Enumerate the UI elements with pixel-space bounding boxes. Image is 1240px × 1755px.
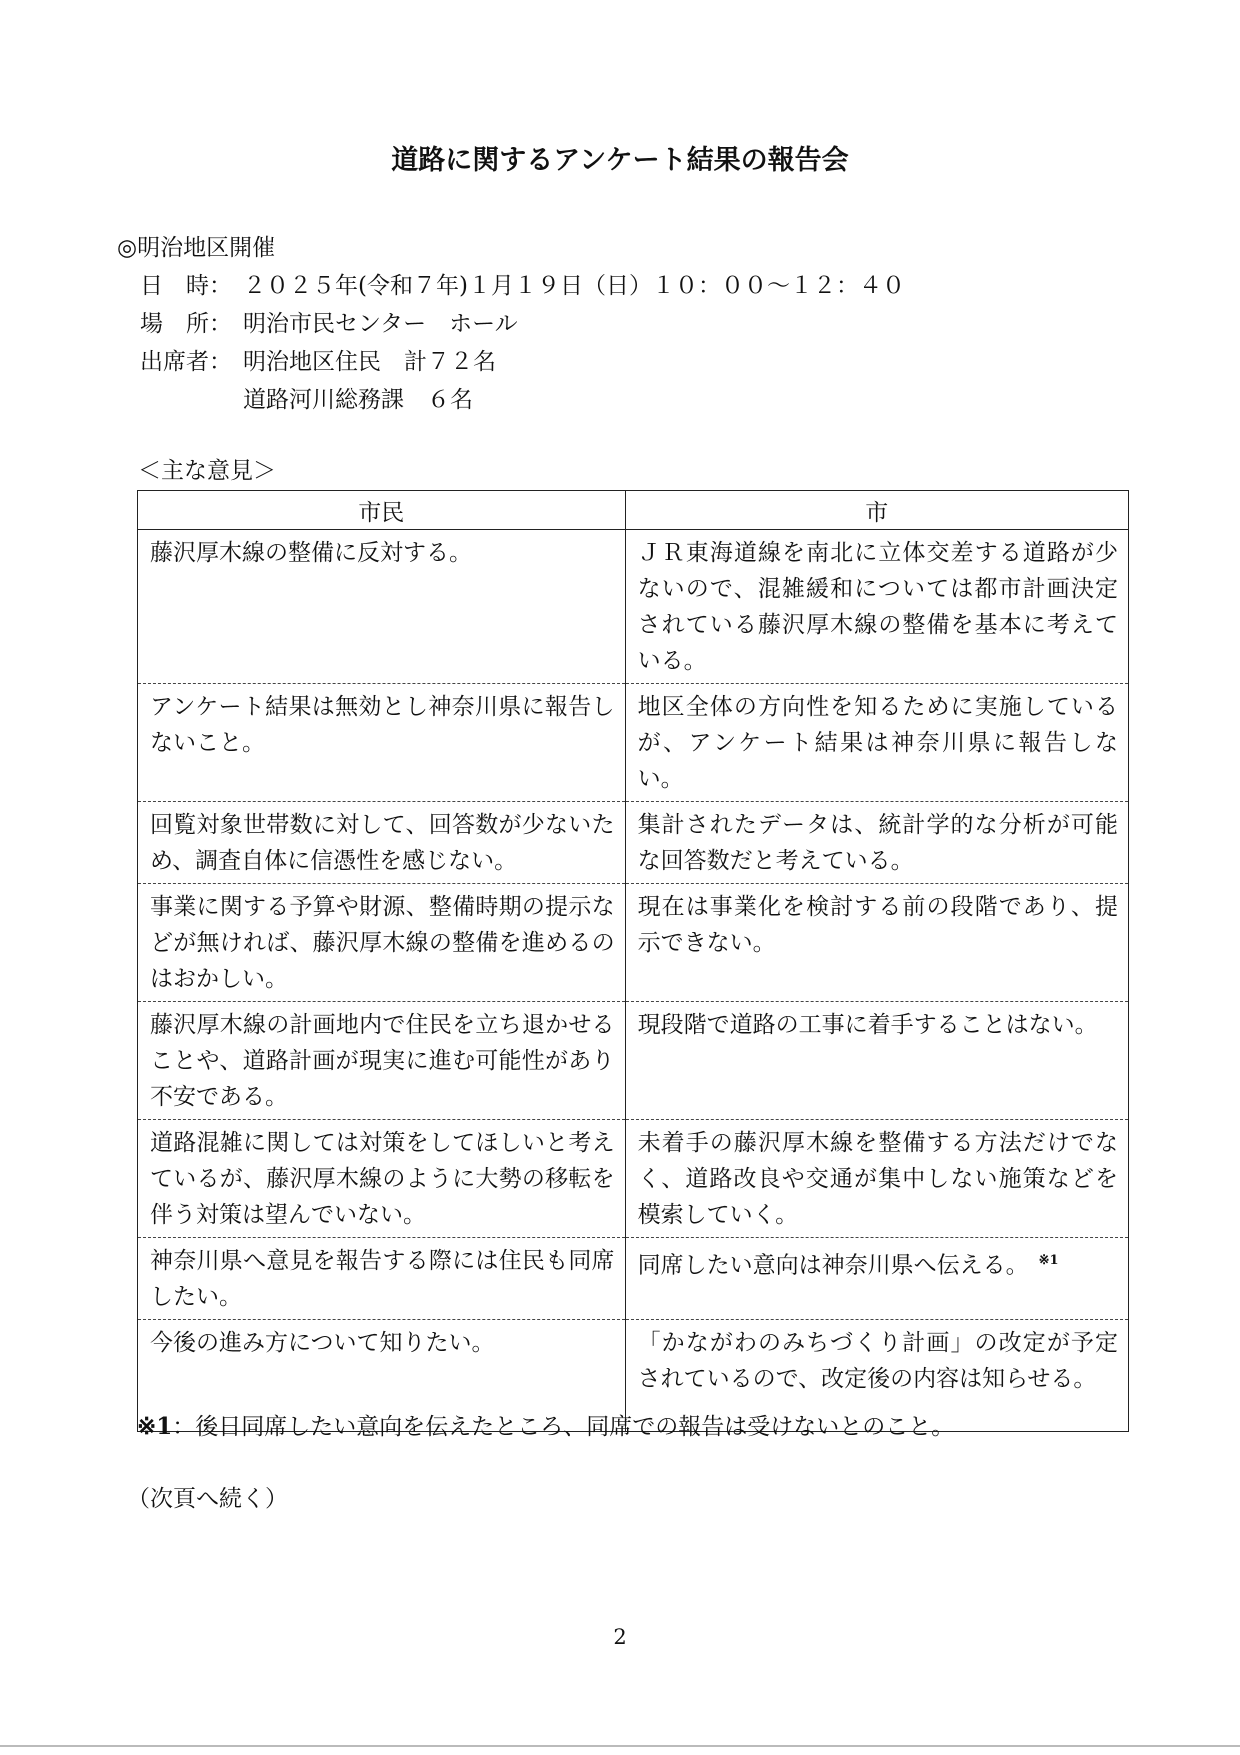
bottom-scan-edge — [0, 1745, 1240, 1747]
city-response: 集計されたデータは、統計学的な分析が可能な回答数だと考えている。 — [625, 802, 1128, 884]
page-number: 2 — [613, 1625, 627, 1649]
citizen-opinion: 神奈川県へ意見を報告する際には住民も同席したい。 — [138, 1238, 626, 1320]
place-label: 場 所： — [140, 311, 232, 337]
table-row — [138, 802, 1129, 884]
citizen-opinion: アンケート結果は無効とし神奈川県に報告しないこと。 — [138, 684, 626, 802]
citizen-opinion: 道路混雑に関しては対策をしてほしいと考えているが、藤沢厚木線のように大勢の移転を伴う対策は望んでいない。 — [138, 1120, 626, 1238]
place-value: 明治市民センター ホール — [243, 311, 518, 337]
city-response: 「かながわのみちづくり計画」の改定が予定されているので、改定後の内容は知らせる。 — [625, 1320, 1128, 1432]
footnote — [137, 1412, 954, 1442]
citizen-opinion: 藤沢厚木線の計画地内で住民を立ち退かせることや、道路計画が現実に進む可能性があり不安である。 — [138, 1002, 626, 1120]
section-heading: ◎明治地区開催 — [117, 235, 276, 261]
date-value: ２０２５年(令和７年)１月１９日（日）１０：００～１２：４０ — [243, 273, 905, 299]
document-title: 道路に関するアンケート結果の報告会 — [391, 145, 849, 176]
opinions-table — [137, 490, 1129, 1432]
city-response — [625, 1238, 1128, 1320]
citizen-opinion: 事業に関する予算や財源、整備時期の提示などが無ければ、藤沢厚木線の整備を進めるのはおかしい。 — [138, 884, 626, 1002]
city-response: 現在は事業化を検討する前の段階であり、提示できない。 — [625, 884, 1128, 1002]
footnote-text: ：後日同席したい意向を伝えたところ、同席での報告は受けないとのこと。 — [172, 1414, 955, 1440]
opinions-heading: ＜主な意見＞ — [138, 458, 276, 484]
table-header-row — [138, 491, 1129, 530]
continued-note: （次頁へ続く） — [127, 1486, 288, 1512]
city-response: ＪＲ東海道線を南北に立体交差する道路が少ないので、混雑緩和については都市計画決定されている藤沢厚木線の整備を基本に考えている。 — [625, 530, 1128, 684]
table-row — [138, 884, 1129, 1002]
city-response-text: 同席したい意向は神奈川県へ伝える。 — [637, 1252, 1029, 1279]
city-response: 地区全体の方向性を知るために実施しているが、アンケート結果は神奈川県に報告しない。 — [625, 684, 1128, 802]
column-header-city: 市 — [625, 491, 1128, 530]
city-response: 未着手の藤沢厚木線を整備する方法だけでなく、道路改良や交通が集中しない施策などを模索していく。 — [625, 1120, 1128, 1238]
footnote-mark: ※1 — [137, 1413, 173, 1440]
date-label: 日 時： — [140, 273, 232, 299]
citizen-opinion: 回覧対象世帯数に対して、回答数が少ないため、調査自体に信憑性を感じない。 — [138, 802, 626, 884]
city-response: 現段階で道路の工事に着手することはない。 — [625, 1002, 1128, 1120]
table-row — [138, 1238, 1129, 1320]
table-row — [138, 530, 1129, 684]
citizen-opinion: 今後の進み方について知りたい。 — [138, 1320, 626, 1432]
table-row — [138, 684, 1129, 802]
table-row — [138, 1120, 1129, 1238]
attendees-residents: 明治地区住民 計７２名 — [243, 349, 496, 375]
citizen-opinion: 藤沢厚木線の整備に反対する。 — [138, 530, 626, 684]
footnote-reference: ※1 — [1038, 1253, 1059, 1268]
column-header-citizen: 市民 — [138, 491, 626, 530]
attendees-label: 出席者： — [140, 349, 232, 375]
table-row — [138, 1002, 1129, 1120]
attendees-staff: 道路河川総務課 ６名 — [243, 387, 473, 413]
